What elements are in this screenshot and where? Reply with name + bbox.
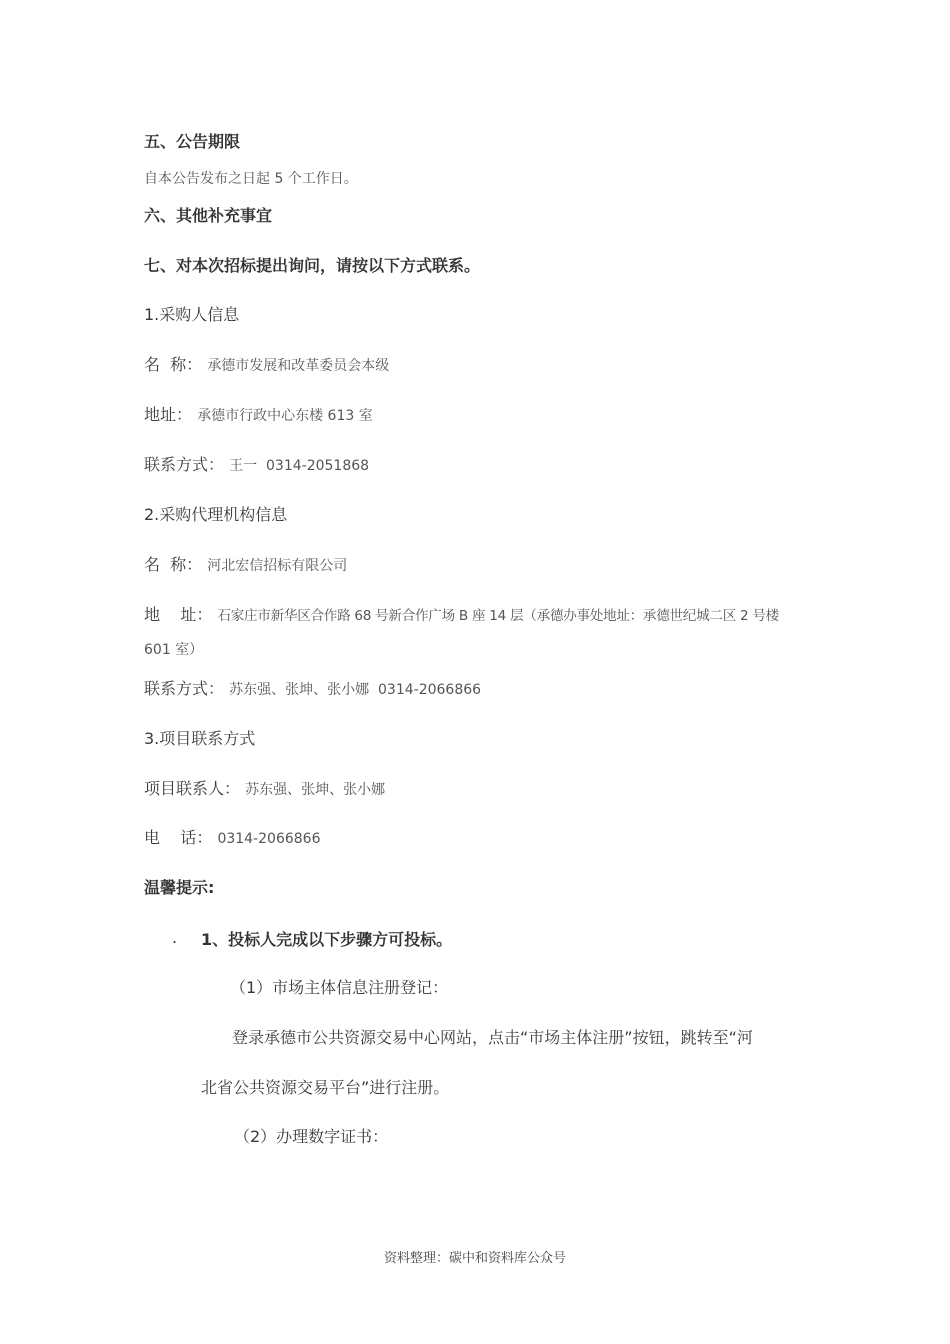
agency-name-row xyxy=(144,557,347,573)
other-matters-heading: 六、其他补充事宜 xyxy=(144,206,273,225)
buyer-name-row xyxy=(144,357,389,373)
buyer-address-label: 地址： xyxy=(144,405,193,424)
tips-item1-text-cont: 北省公共资源交易平台”进行注册。 xyxy=(201,1078,450,1097)
project-person-label: 项目联系人： xyxy=(144,779,241,798)
tips-heading: 温馨提示: xyxy=(144,878,215,897)
inquiry-contact-heading: 七、对本次招标提出询问，请按以下方式联系。 xyxy=(144,256,481,275)
tips-item2: （2）办理数字证书： xyxy=(234,1127,389,1146)
tips-bullet: . xyxy=(172,928,178,947)
buyer-info-title: 1.采购人信息 xyxy=(144,305,240,324)
agency-name-value: 河北宏信招标有限公司 xyxy=(207,558,348,574)
agency-address-value: 石家庄市新华区合作路 68 号新合作广场 B 座 14 层（承德办事处地址：承德世纪城二区 2 号楼 xyxy=(217,608,779,624)
buyer-name-value: 承德市发展和改革委员会本级 xyxy=(207,358,390,374)
agency-contact-label: 联系方式： xyxy=(144,679,225,698)
project-contact-title: 3.项目联系方式 xyxy=(144,729,256,748)
buyer-address-row xyxy=(144,407,373,423)
project-phone-row xyxy=(144,830,320,846)
agency-address-label: 地 址： xyxy=(144,605,213,624)
agency-info-title: 2.采购代理机构信息 xyxy=(144,505,288,524)
project-person-value: 苏东强、张坤、张小娜 xyxy=(245,782,386,798)
tips-item1: （1）市场主体信息注册登记： xyxy=(230,978,449,997)
announcement-period-heading: 五、公告期限 xyxy=(144,132,241,151)
buyer-contact-label: 联系方式： xyxy=(144,455,225,474)
agency-address-cont: 601 室） xyxy=(144,642,204,658)
buyer-contact-row xyxy=(144,457,369,473)
agency-name-label: 名 称： xyxy=(144,555,203,574)
tips-step1: 1、投标人完成以下步骤方可投标。 xyxy=(201,930,453,949)
agency-address-row xyxy=(144,607,779,624)
announcement-period-text: 自本公告发布之日起 5 个工作日。 xyxy=(144,171,358,187)
agency-contact-value: 苏东强、张坤、张小娜 0314-2066866 xyxy=(229,682,482,698)
buyer-address-value: 承德市行政中心东楼 613 室 xyxy=(197,408,373,424)
footer-source: 资料整理：碳中和资料库公众号 xyxy=(383,1251,566,1266)
project-person-row xyxy=(144,781,385,797)
project-phone-value: 0314-2066866 xyxy=(217,831,321,847)
tips-item1-text: 登录承德市公共资源交易中心网站，点击“市场主体注册”按钮，跳转至“河 xyxy=(232,1028,753,1047)
buyer-contact-value: 王一 0314-2051868 xyxy=(229,458,370,474)
project-phone-label: 电 话： xyxy=(144,828,213,847)
agency-contact-row xyxy=(144,681,481,697)
buyer-name-label: 名 称： xyxy=(144,355,203,374)
